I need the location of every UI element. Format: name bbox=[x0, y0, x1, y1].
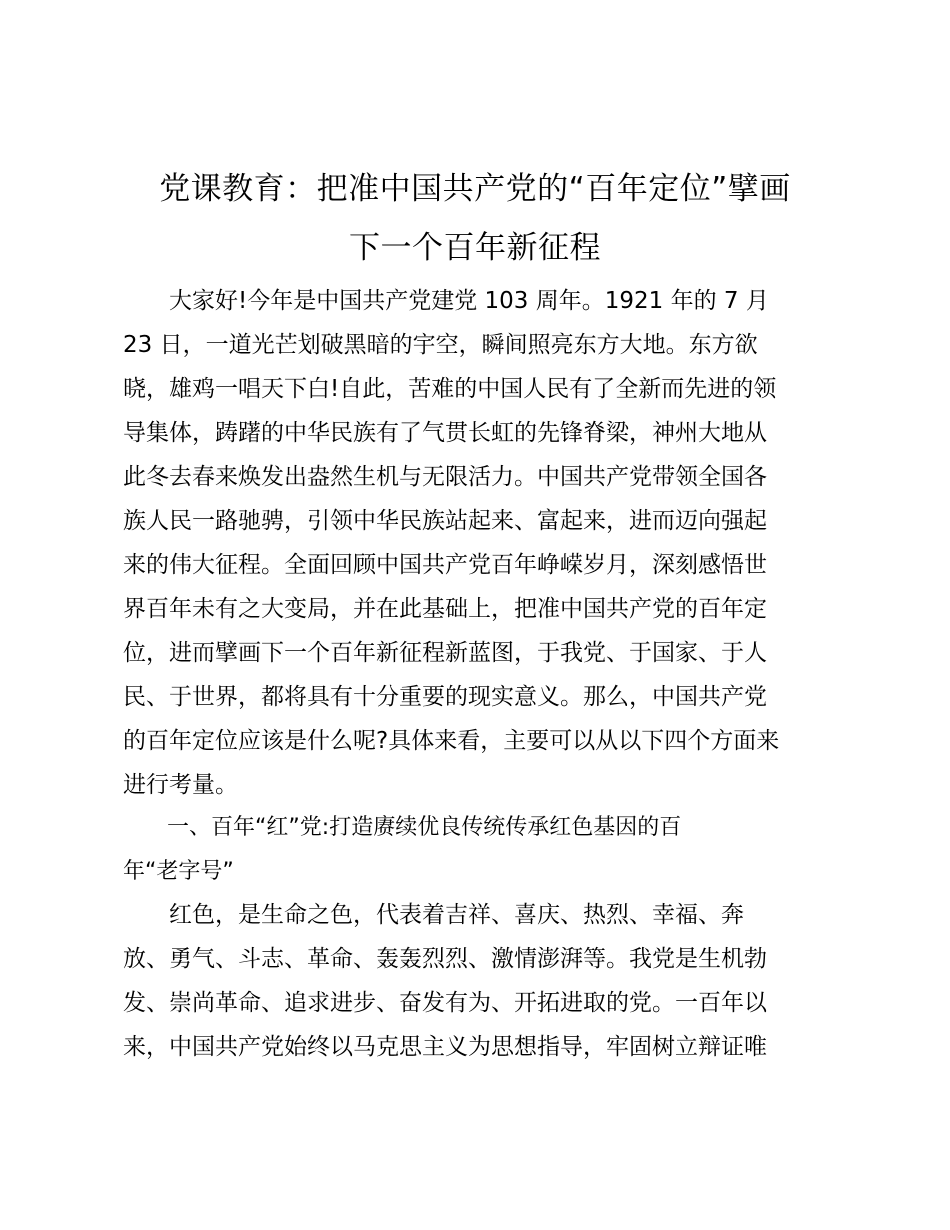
text-line: 界百年未有之大变局，并在此基础上，把准中国共产党的百年定 bbox=[123, 596, 767, 622]
text-line: 红色，是生命之色，代表着吉祥、喜庆、热烈、幸福、奔 bbox=[123, 902, 744, 928]
text-line: 晓，雄鸡一唱天下白!自此，苦难的中国人民有了全新而先进的领 bbox=[123, 376, 777, 402]
text-line: 族人民一路驰骋，引领中华民族站起来、富起来，进而迈向强起 bbox=[123, 508, 767, 534]
text-line: 民、于世界，都将具有十分重要的现实意义。那么，中国共产党 bbox=[123, 684, 767, 710]
title-line-2: 下一个百年新征程 bbox=[349, 230, 601, 266]
heading-line: 年“老字号” bbox=[123, 859, 234, 884]
heading-line: 一、百年“红”党:打造赓续优良传统传承红色基因的百 bbox=[123, 815, 682, 840]
paragraph-intro bbox=[123, 279, 779, 807]
section-heading-1 bbox=[123, 806, 681, 894]
title-line-1: 党课教育：把准中国共产党的“百年定位”擘画 bbox=[159, 171, 791, 207]
text-line: 位，进而擘画下一个百年新征程新蓝图，于我党、于国家、于人 bbox=[123, 640, 767, 666]
paragraph-red bbox=[123, 893, 767, 1069]
text-line: 发、崇尚革命、追求进步、奋发有为、开拓进取的党。一百年以 bbox=[123, 990, 767, 1016]
text-line: 来的伟大征程。全面回顾中国共产党百年峥嵘岁月，深刻感悟世 bbox=[123, 552, 767, 578]
text-line: 大家好!今年是中国共产党建党 103 周年。1921 年的 7 月 bbox=[123, 288, 769, 314]
text-line: 23 日，一道光芒划破黑暗的宇空，瞬间照亮东方大地。东方欲 bbox=[123, 332, 758, 358]
text-line: 导集体，踌躇的中华民族有了气贯长虹的先锋脊梁，神州大地从 bbox=[123, 420, 767, 446]
text-line: 的百年定位应该是什么呢?具体来看，主要可以从以下四个方面来 bbox=[123, 728, 780, 754]
text-line: 来，中国共产党始终以马克思主义为思想指导，牢固树立辩证唯 bbox=[123, 1034, 767, 1060]
text-line: 此冬去春来焕发出盎然生机与无限活力。中国共产党带领全国各 bbox=[123, 464, 767, 490]
text-line: 放、勇气、斗志、革命、轰轰烈烈、激情澎湃等。我党是生机勃 bbox=[123, 946, 767, 972]
text-line: 进行考量。 bbox=[123, 772, 238, 798]
document-title bbox=[100, 160, 850, 278]
